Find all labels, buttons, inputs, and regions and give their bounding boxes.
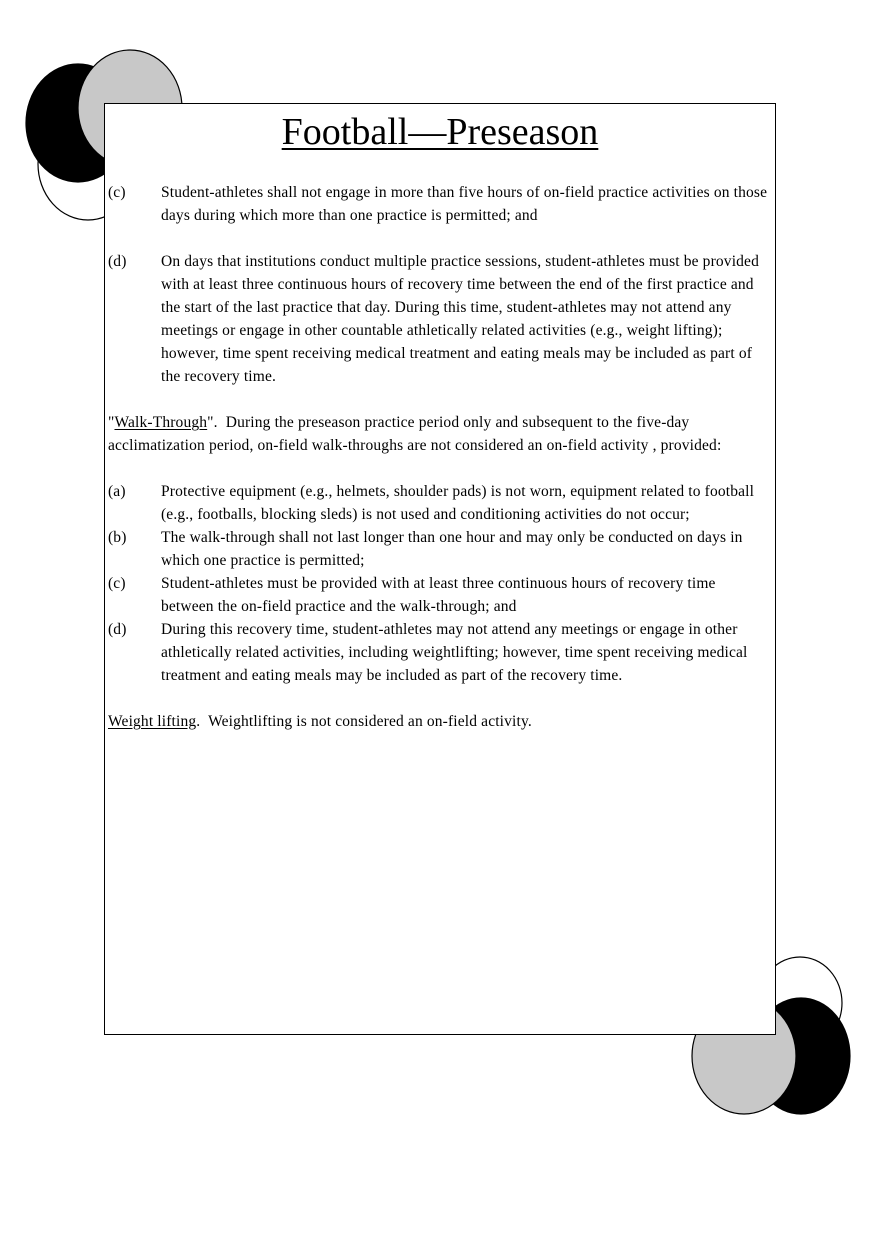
content-frame [104,103,776,1035]
list-item-d [108,250,769,388]
list-item-label: (a) [108,483,126,500]
weightlifting-paragraph [108,710,769,733]
list-item-d [108,618,769,687]
weightlifting-heading-suffix: . [196,713,201,730]
list-item-c [108,572,769,618]
list-item-label: (c) [108,184,126,201]
list-item-b [108,526,769,572]
document-body [108,181,769,733]
list-item-label: (d) [108,621,127,638]
list-item-text: During this recovery time, student-athletes may not attend any meetings or engage in other athletically related activities, including weightlifting; however, time spent receiving medical treatment and eating meals may be included as part of the recovery time. [161,621,748,684]
list-item-label: (c) [108,575,126,592]
walkthrough-close-quote: ". [207,414,218,431]
list-item-text: On days that institutions conduct multiple practice sessions, student-athletes must be provided with at least three continuous hours of recovery time between the end of the first practice and the start of the last practice that day. During this time, student-athletes may not attend any meetings or engage in other countable athletically related activities (e.g., weight lifting); however, time spent receiving medical treatment and eating meals may be included as part of the recovery time. [161,253,759,385]
walkthrough-open-quote: " [108,414,115,431]
walkthrough-paragraph [108,411,769,457]
list-item-text: Student-athletes must be provided with at least three continuous hours of recovery time between the on-field practice and the walk-through; and [161,575,716,615]
list-item-c [108,181,769,227]
page-title [105,110,775,154]
list-item-text: The walk-through shall not last longer than one hour and may only be conducted on days in which one practice is permitted; [161,529,743,569]
weightlifting-heading: Weight lifting [108,713,197,730]
weightlifting-text: Weightlifting is not considered an on-field activity. [208,713,532,730]
walkthrough-heading: Walk-Through [114,414,208,431]
list-item-label: (d) [108,253,127,270]
page-title-text: Football—Preseason [281,111,599,153]
list-item-label: (b) [108,529,127,546]
list-item-text: Protective equipment (e.g., helmets, shoulder pads) is not worn, equipment related to football (e.g., footballs, blocking sleds) is not used and conditioning activities do not occur; [161,483,755,523]
walkthrough-text: During the preseason practice period only and subsequent to the five-day acclimatization period, on-field walk-throughs are not considered an on-field activity , provided: [108,414,722,454]
list-item-text: Student-athletes shall not engage in more than five hours of on-field practice activities on those days during which more than one practice is permitted; and [161,184,768,224]
list-item-a [108,480,769,526]
